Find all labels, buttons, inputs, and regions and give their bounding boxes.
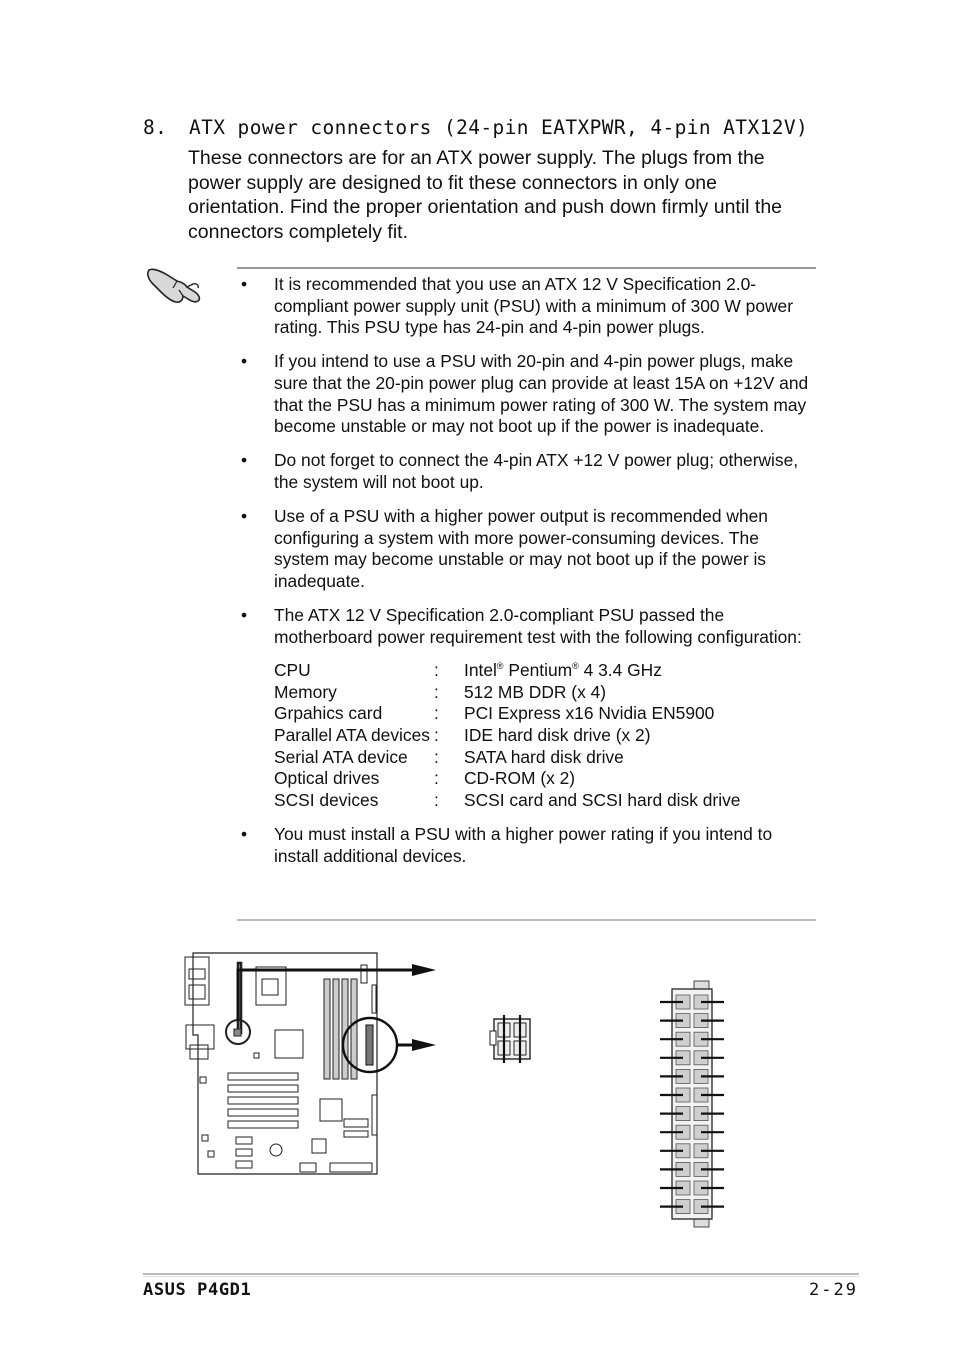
config-row: Parallel ATA devices : IDE hard disk drive (x 2) (274, 725, 651, 746)
atx12v-connector-illustration (490, 1015, 530, 1063)
power-connector-diagram (180, 945, 740, 1240)
config-row: Memory : 512 MB DDR (x 4) (274, 681, 607, 702)
pointing-hand-icon (143, 262, 205, 308)
footer-product-name: ASUS P4GD1 (143, 1280, 252, 1300)
footer-rule (143, 1273, 859, 1275)
section-heading (143, 116, 808, 139)
note-bullet: • Do not forget to connect the 4-pin ATX +12 V power plug; otherwise, the system will not boot up. (241, 450, 799, 492)
note-bullet: • You must install a PSU with a higher power rating if you intend to install additional devices. (241, 824, 773, 866)
motherboard-layout-illustration (185, 953, 377, 1174)
note-bottom-rule (237, 919, 816, 921)
footer-rule-thin (143, 1276, 859, 1277)
config-row: Serial ATA device : SATA hard disk drive (274, 746, 624, 767)
note-bullet: • Use of a PSU with a higher power output is recommended when configuring a system with more power-consuming devices. The system may become unstable or may not boot up if the power is inadequate. (241, 506, 768, 591)
footer-page-number: 2-29 (809, 1280, 858, 1300)
config-row-cpu: CPU : Intel® Pentium® 4 3.4 GHz (274, 660, 662, 681)
section-intro: These connectors are for an ATX power supply. The plugs from the power supply are designed to fit these connectors in only one orientation. Find the proper orientation and push down firmly until the connectors completely fit. (188, 147, 783, 243)
section-number: 8. (143, 116, 168, 139)
test-configuration-table (274, 660, 740, 811)
section-title: ATX power connectors (24-pin EATXPWR, 4-pin ATX12V) (189, 116, 809, 139)
eatxpwr-connector-illustration (660, 981, 724, 1227)
note-bullet-list (238, 274, 818, 880)
note-bullet: • If you intend to use a PSU with 20-pin and 4-pin power plugs, make sure that the 20-pin power plug can provide at least 15A on +12V and that the PSU has a minimum power rating of 300 W. The system may become unstable or may not boot up if the power is inadequate. (241, 351, 809, 437)
note-top-rule (237, 267, 816, 269)
config-row: Grpahics card : PCI Express x16 Nvidia EN5900 (274, 703, 715, 724)
note-bullet: • The ATX 12 V Specification 2.0-compliant PSU passed the motherboard power requirement test with the following configuration: CPU : Intel® Pentium® 4 3.4 GHz Memory : 512 MB DDR (x 4) Grpahics card : PCI Express x16 Nvidia EN5900 Parallel ATA devices : IDE hard disk drive (x 2) Serial ATA device : SATA hard disk drive Optical drives : CD-ROM (x 2) SCSI devices : SCSI card and SCSI hard disk drive (241, 605, 802, 810)
config-row: Optical drives : CD-ROM (x 2) (274, 768, 576, 789)
config-row: SCSI devices : SCSI card and SCSI hard disk drive (274, 789, 741, 810)
note-bullet: • It is recommended that you use an ATX 12 V Specification 2.0-compliant power supply unit (PSU) with a minimum of 300 W power rating. This PSU type has 24-pin and 4-pin power plugs. (241, 274, 794, 338)
